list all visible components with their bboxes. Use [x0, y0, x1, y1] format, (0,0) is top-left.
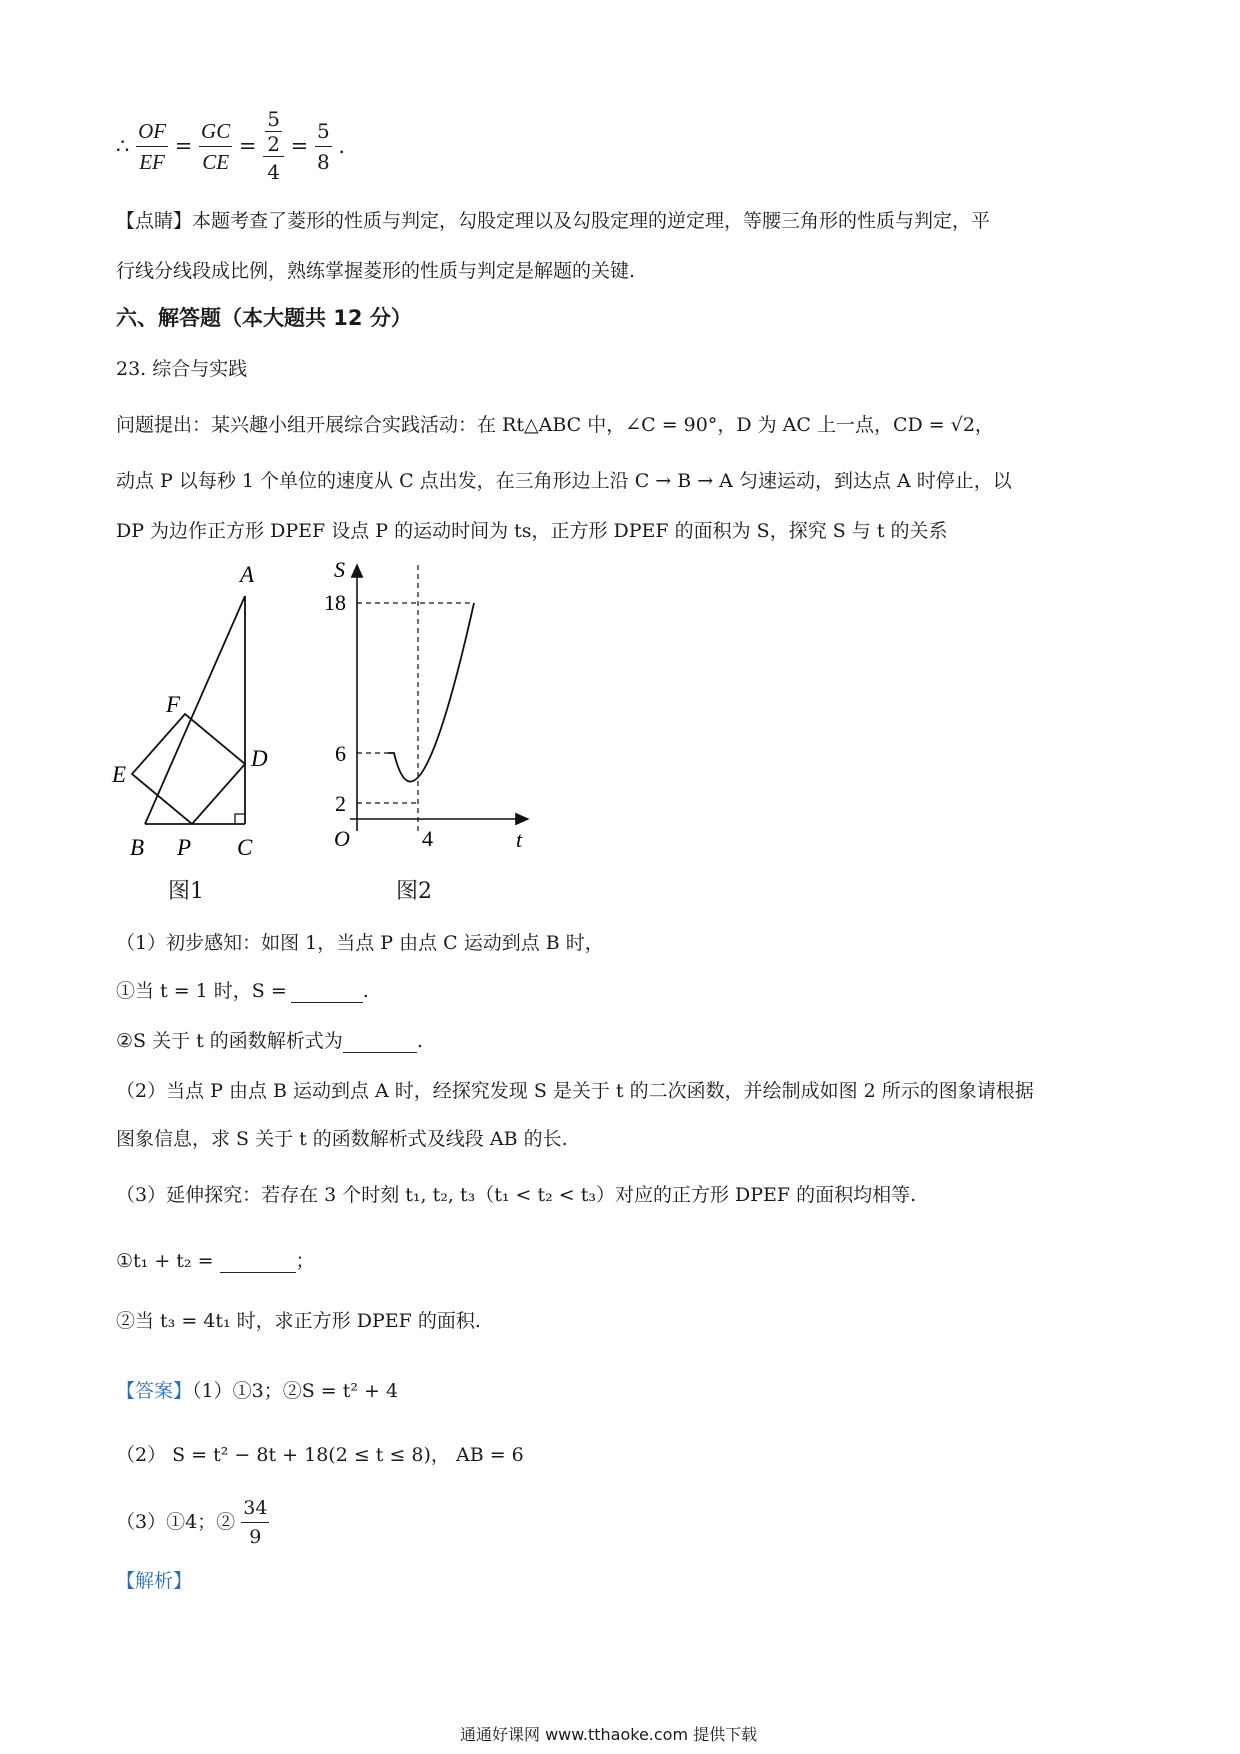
label-e: E: [112, 762, 127, 787]
fraction-gc-ce: $\frac{GC}{CE}$: [199, 116, 232, 177]
question-3b: ②当 t₃ = 4t₁ 时，求正方形 DPEF 的面积.: [116, 1310, 481, 1332]
label-a: A: [240, 562, 255, 587]
label-f: F: [166, 692, 181, 717]
origin-label: O: [334, 826, 350, 851]
x-axis-label: t: [516, 827, 523, 852]
question-1: （1）初步感知：如图 1，当点 P 由点 C 运动到点 B 时，: [116, 932, 604, 954]
fraction-of-ef: $\frac{OF}{EF}$: [136, 116, 168, 177]
dianjing-line1: 【点睛】本题考查了菱形的性质与判定，勾股定理以及勾股定理的逆定理，等腰三角形的性质与判定，平: [116, 210, 991, 232]
answer-fraction: $\frac{34}{9}$: [241, 1494, 269, 1551]
line-ab: [145, 596, 245, 824]
conclusion-equation: ∴ $\frac{OF}{EF}$ = $\frac{GC}{CE}$ = $\frac{\frac{5}{2}}{4}$ = $\frac{5}{8}$ .: [116, 98, 345, 193]
dianjing-label: 【点睛】: [116, 210, 193, 232]
y-tick-6: 6: [335, 741, 346, 766]
right-angle-mark: [235, 814, 245, 824]
answer-blank: [291, 980, 363, 1003]
fraction-5-8: $\frac{5}{8}$: [315, 116, 332, 177]
y-tick-18: 18: [324, 590, 346, 615]
answer-blank: [343, 1030, 417, 1053]
answer-line3: （3）①4；② $\frac{34}{9}$: [116, 1490, 269, 1552]
section-title: 六、解答题（本大题共 12 分）: [116, 306, 412, 330]
footer-text: 通通好课网 www.tthaoke.com 提供下载: [460, 1725, 758, 1744]
problem-intro-line2: 动点 P 以每秒 1 个单位的速度从 C 点出发，在三角形边上沿 C → B → A 匀速运动，到达点 A 时停止，以: [116, 470, 1012, 492]
problem-number: 23. 综合与实践: [116, 358, 248, 380]
figure-1: [108, 560, 298, 875]
figure-2: [320, 555, 540, 870]
question-3: （3）延伸探究：若存在 3 个时刻 t₁, t₂, t₃（t₁ < t₂ < t₃）对应的正方形 DPEF 的面积均相等.: [116, 1184, 917, 1206]
label-p: P: [177, 835, 192, 860]
x-tick-4: 4: [422, 826, 433, 851]
problem-intro-line1: 问题提出：某兴趣小组开展综合实践活动：在 Rt△ABC 中，∠C = 90°，D 为 AC 上一点，CD = √2，: [116, 414, 994, 436]
analysis-label: 【解析】: [116, 1570, 193, 1592]
question-2-line1: （2）当点 P 由点 B 运动到点 A 时，经探究发现 S 是关于 t 的二次函数，并绘制成如图 2 所示的图象请根据: [116, 1080, 1034, 1102]
fig1-caption: 图1: [168, 879, 204, 904]
question-1a: ①当 t = 1 时，S = .: [116, 980, 369, 1002]
answer-label: 【答案】: [116, 1380, 193, 1402]
label-b: B: [130, 835, 145, 860]
label-d: D: [251, 746, 268, 771]
label-c: C: [237, 835, 253, 860]
question-1b: ②S 关于 t 的函数解析式为 .: [116, 1030, 423, 1052]
y-tick-2: 2: [335, 791, 346, 816]
s-curve: [388, 603, 474, 782]
y-axis-label: S: [334, 557, 345, 582]
dianjing-line2: 行线分线段成比例，熟练掌握菱形的性质与判定是解题的关键.: [116, 260, 636, 282]
answer-line1: 【答案】（1）①3；②S = t² + 4: [116, 1380, 399, 1402]
answer-blank: [220, 1250, 296, 1273]
fraction-compound: $\frac{\frac{5}{2}}{4}$: [263, 107, 284, 187]
problem-intro-line3: DP 为边作正方形 DPEF 设点 P 的运动时间为 ts，正方形 DPEF 的面积为 S，探究 S 与 t 的关系: [116, 520, 948, 542]
fig2-caption: 图2: [396, 879, 432, 904]
question-2-line2: 图象信息，求 S 关于 t 的函数解析式及线段 AB 的长.: [116, 1128, 568, 1150]
question-3a: ①t₁ + t₂ = ；: [116, 1250, 315, 1272]
square-dpef: [132, 714, 245, 824]
therefore-symbol: ∴: [116, 134, 130, 158]
answer-line2: （2） S = t² − 8t + 18(2 ≤ t ≤ 8)， AB = 6: [116, 1444, 524, 1466]
